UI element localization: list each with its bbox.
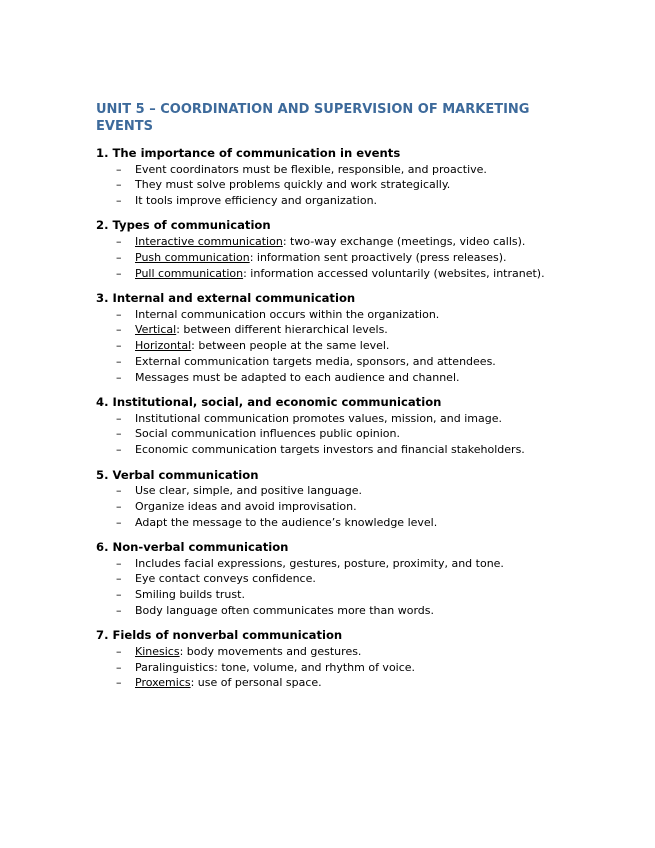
dash-bullet-icon: – [116,339,122,353]
item-text: External communication targets media, sponsors, and attendees. [135,354,496,368]
underlined-term: Interactive communication [135,235,283,249]
item-text: Event coordinators must be flexible, responsible, and proactive. [135,162,487,176]
item-text: Use clear, simple, and positive language. [135,484,363,498]
dash-bullet-icon: – [116,556,122,570]
dash-bullet-icon: – [116,178,122,192]
dash-bullet-icon: – [116,323,122,337]
bullet-list [96,556,558,619]
dash-bullet-icon: – [116,250,122,264]
item-text: Messages must be adapted to each audience and channel. [135,370,460,384]
list-item [96,354,558,370]
dash-bullet-icon: – [116,370,122,384]
item-text: Smiling builds trust. [135,588,245,602]
section-1 [96,146,558,209]
list-item [96,603,558,619]
underlined-term: Vertical [135,323,177,337]
item-text: : use of personal space. [190,676,322,690]
dash-bullet-icon: – [116,235,122,249]
dash-bullet-icon: – [116,427,122,441]
item-text: Social communication influences public opinion. [135,427,400,441]
dash-bullet-icon: – [116,266,122,280]
dash-bullet-icon: – [116,644,122,658]
underlined-term: Kinesics [135,644,180,658]
list-item [96,556,558,572]
bullet-list [96,307,558,386]
section-5 [96,468,558,531]
section-heading: 2. Types of communication [96,218,271,233]
list-item [96,499,558,515]
list-item [96,322,558,338]
item-text: It tools improve efficiency and organization. [135,194,378,208]
section-heading: 6. Non-verbal communication [96,540,289,555]
section-heading: 4. Institutional, social, and economic communication [96,395,442,410]
dash-bullet-icon: – [116,443,122,457]
section-heading: 7. Fields of nonverbal communication [96,628,343,643]
item-text: Adapt the message to the audience’s knowledge level. [135,515,438,529]
bullet-list [96,644,558,691]
dash-bullet-icon: – [116,162,122,176]
item-text: Eye contact conveys confidence. [135,572,316,586]
list-item [96,411,558,427]
section-6 [96,540,558,619]
section-heading: 5. Verbal communication [96,467,259,482]
section-2 [96,218,558,281]
dash-bullet-icon: – [116,354,122,368]
list-item [96,193,558,209]
item-text: Body language often communicates more than words. [135,604,434,617]
item-text: They must solve problems quickly and work strategically. [135,178,451,192]
dash-bullet-icon: – [116,515,122,529]
list-item [96,162,558,178]
section-heading: 1. The importance of communication in events [96,146,401,160]
underlined-term: Pull communication [135,266,244,280]
list-item [96,675,558,691]
list-item [96,483,558,499]
item-text: : body movements and gestures. [179,644,362,658]
dash-bullet-icon: – [116,307,122,321]
list-item [96,442,558,458]
list-item [96,234,558,250]
dash-bullet-icon: – [116,194,122,208]
item-text: Internal communication occurs within the organization. [135,307,440,321]
dash-bullet-icon: – [116,499,122,513]
bullet-list [96,162,558,209]
sections-container [96,146,558,701]
section-3 [96,291,558,386]
item-text: Organize ideas and avoid improvisation. [135,499,357,513]
item-text: Economic communication targets investors and financial stakeholders. [135,443,525,457]
section-heading: 3. Internal and external communication [96,290,356,305]
dash-bullet-icon: – [116,411,122,425]
item-text: : between different hierarchical levels. [176,323,388,337]
item-text: : between people at the same level. [191,339,390,353]
section-7 [96,628,558,691]
dash-bullet-icon: – [116,660,122,674]
list-item [96,177,558,193]
item-text: : information sent proactively (press releases). [249,250,507,264]
list-item [96,338,558,354]
list-item [96,307,558,323]
underlined-term: Proxemics [135,676,191,690]
list-item [96,587,558,603]
dash-bullet-icon: – [116,676,122,690]
section-4 [96,395,558,458]
item-text: Includes facial expressions, gestures, posture, proximity, and tone. [135,556,504,570]
bullet-list [96,234,558,281]
item-text: Paralinguistics: tone, volume, and rhythm of voice. [135,660,416,674]
dash-bullet-icon: – [116,572,122,586]
dash-bullet-icon: – [116,588,122,602]
list-item [96,370,558,386]
underlined-term: Horizontal [135,339,192,353]
item-text: Institutional communication promotes values, mission, and image. [135,411,502,425]
dash-bullet-icon: – [116,484,122,498]
list-item [96,515,558,531]
list-item [96,426,558,442]
bullet-list [96,411,558,458]
list-item [96,644,558,660]
list-item [96,660,558,676]
list-item [96,571,558,587]
underlined-term: Push communication [135,250,250,264]
item-text: : two-way exchange (meetings, video calls). [282,235,526,249]
item-text: : information accessed voluntarily (websites, intranet). [243,266,545,280]
list-item [96,266,558,282]
list-item [96,250,558,266]
dash-bullet-icon: – [116,604,122,617]
bullet-list [96,483,558,530]
document-title: UNIT 5 – COORDINATION AND SUPERVISION OF MARKETING EVENTS [96,102,530,134]
